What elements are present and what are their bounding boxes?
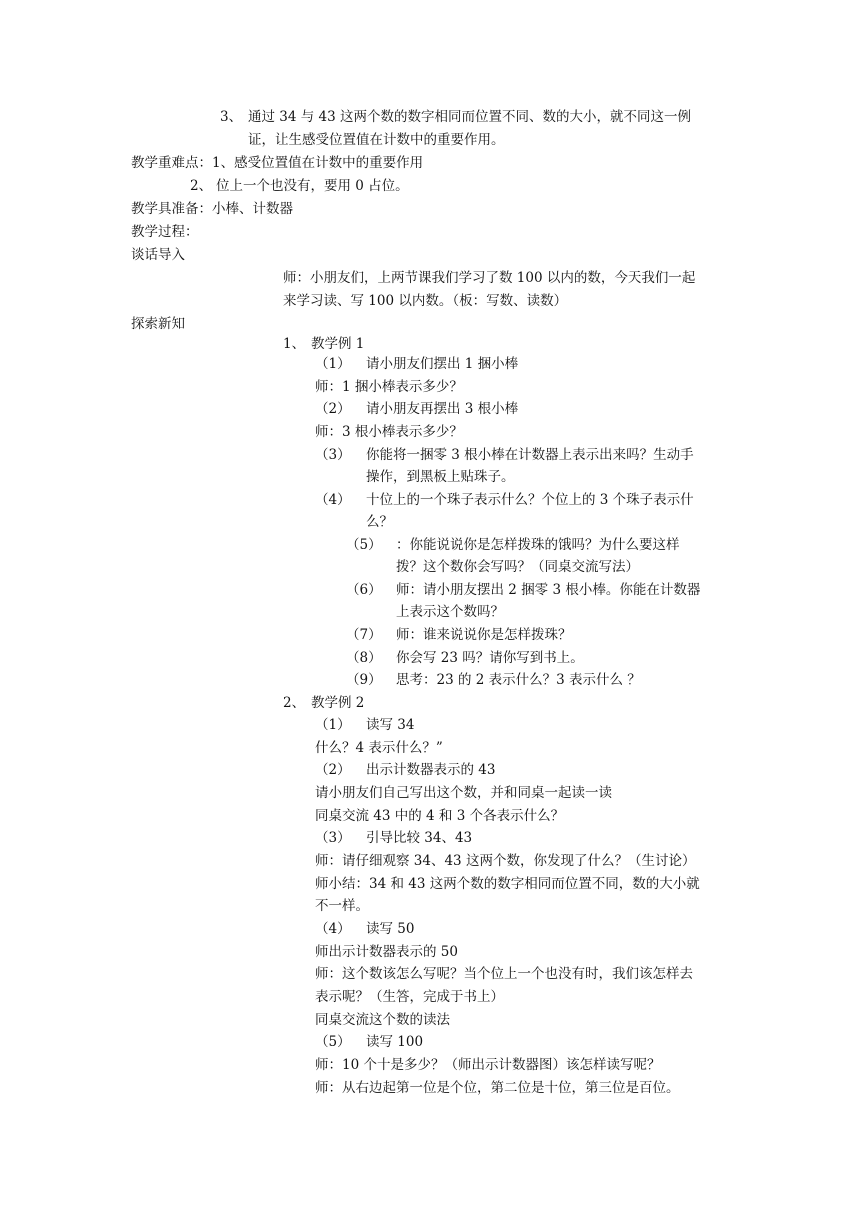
example-2-number: 2、 xyxy=(283,695,306,711)
ex2-step-3-text: 引导比较 34、43 xyxy=(366,830,473,846)
ex1-step-2-text: 请小朋友再摆出 3 根小棒 xyxy=(366,401,519,417)
ex1-step-5-line-2: 拨？这个数你会写吗？（同桌交流写法） xyxy=(396,559,639,575)
ex1-step-6-line-2: 上表示这个数吗？ xyxy=(396,604,504,620)
ex2-line-12: 师：从右边起第一位是个位，第二位是十位，第三位是百位。 xyxy=(315,1080,680,1096)
ex2-step-3-number: （3） xyxy=(315,830,351,846)
ex1-step-1-text: 请小朋友们摆出 1 捆小棒 xyxy=(366,356,519,372)
ex2-step-1-number: （1） xyxy=(315,717,351,733)
ex2-line-5: 师小结：34 和 43 这两个数的数字相同而位置不同，数的大小就 xyxy=(315,876,700,892)
ex1-step-1-number: （1） xyxy=(315,356,351,372)
ex2-line-7: 师出示计数器表示的 50 xyxy=(315,944,458,960)
ex1-step-4-number: （4） xyxy=(315,492,351,508)
ex1-question-2: 师：3 根小棒表示多少？ xyxy=(315,424,463,440)
ex2-step-5-text: 读写 100 xyxy=(366,1034,424,1050)
ex1-question-1: 师：1 捆小棒表示多少？ xyxy=(315,379,463,395)
ex1-step-9-text: 思考：23 的 2 表示什么？3 表示什么 ？ xyxy=(396,672,641,688)
key-point-2-text: 位上一个也没有，要用 0 占位。 xyxy=(216,178,409,194)
materials-line: 教学具准备：小棒、计数器 xyxy=(131,201,293,217)
ex2-line-6: 不一样。 xyxy=(315,898,369,914)
ex2-step-2-text: 出示计数器表示的 43 xyxy=(366,762,496,778)
ex1-step-4-line-2: 么？ xyxy=(366,514,393,530)
ex1-step-6-number: （6） xyxy=(346,582,382,598)
ex1-step-9-number: （9） xyxy=(346,672,382,688)
ex1-step-7-number: （7） xyxy=(346,627,382,643)
ex2-step-1-text: 读写 34 xyxy=(366,717,415,733)
ex1-step-5-line-1: ：你能说说你是怎样拨珠的饿吗？为什么要这样 xyxy=(396,537,680,553)
ex1-step-8-number: （8） xyxy=(346,650,382,666)
ex2-step-4-number: （4） xyxy=(315,921,351,937)
ex1-step-6-line-1: 师：请小朋友摆出 2 捆零 3 根小棒。你能在计数器 xyxy=(396,582,701,598)
ex2-line-9: 表示呢？（生答，完成于书上） xyxy=(315,989,504,1005)
ex2-line-10: 同桌交流这个数的读法 xyxy=(315,1012,450,1028)
ex2-step-2-number: （2） xyxy=(315,762,351,778)
key-point-2-number: 2、 xyxy=(190,178,213,194)
ex1-step-3-line-2: 操作，到黑板上贴珠子。 xyxy=(366,469,515,485)
objective-3-number: 3、 xyxy=(220,109,243,125)
ex2-step-4-text: 读写 50 xyxy=(366,921,415,937)
intro-heading: 谈话导入 xyxy=(131,247,185,263)
ex1-step-7-text: 师：谁来说说你是怎样拨珠？ xyxy=(396,627,572,643)
ex2-line-4: 师：请仔细观察 34、43 这两个数，你发现了什么？（生讨论） xyxy=(315,853,696,869)
process-heading: 教学过程： xyxy=(131,224,199,240)
ex2-line-2: 请小朋友们自己写出这个数，并和同桌一起读一读 xyxy=(315,785,612,801)
ex2-line-11: 师：10 个十是多少？（师出示计数器图）该怎样读写呢？ xyxy=(315,1057,661,1073)
ex1-step-8-text: 你会写 23 吗？请你写到书上。 xyxy=(396,650,584,666)
ex2-line-8: 师：这个数该怎么写呢？当个位上一个也没有时，我们该怎样去 xyxy=(315,966,693,982)
ex1-step-3-line-1: 你能将一捆零 3 根小棒在计数器上表示出来吗？生动手 xyxy=(366,447,694,463)
example-1-title: 教学例 1 xyxy=(311,336,365,352)
ex1-step-4-line-1: 十位上的一个珠子表示什么？个位上的 3 个珠子表示什 xyxy=(366,492,694,508)
intro-line-1: 师：小朋友们，上两节课我们学习了数 100 以内的数，今天我们一起 xyxy=(283,270,696,286)
ex2-step-5-number: （5） xyxy=(315,1034,351,1050)
explore-heading: 探索新知 xyxy=(131,316,185,332)
ex2-line-3: 同桌交流 43 中的 4 和 3 个各表示什么？ xyxy=(315,808,565,824)
ex1-step-2-number: （2） xyxy=(315,401,351,417)
objective-3-line-2: 证，让生感受位置值在计数中的重要作用。 xyxy=(248,132,505,148)
ex1-step-3-number: （3） xyxy=(315,447,351,463)
key-points-line-1: 教学重难点：1、感受位置值在计数中的重要作用 xyxy=(131,155,424,171)
ex1-step-5-number: （5） xyxy=(346,537,382,553)
objective-3-line-1: 通过 34 与 43 这两个数的数字相同而位置不同、数的大小，就不同这一例 xyxy=(248,109,692,125)
ex2-line-1: 什么？4 表示什么？” xyxy=(315,740,443,756)
example-2-title: 教学例 2 xyxy=(311,695,365,711)
intro-line-2: 来学习读、写 100 以内数。（板：写数、读数） xyxy=(283,293,568,309)
example-1-number: 1、 xyxy=(283,336,306,352)
